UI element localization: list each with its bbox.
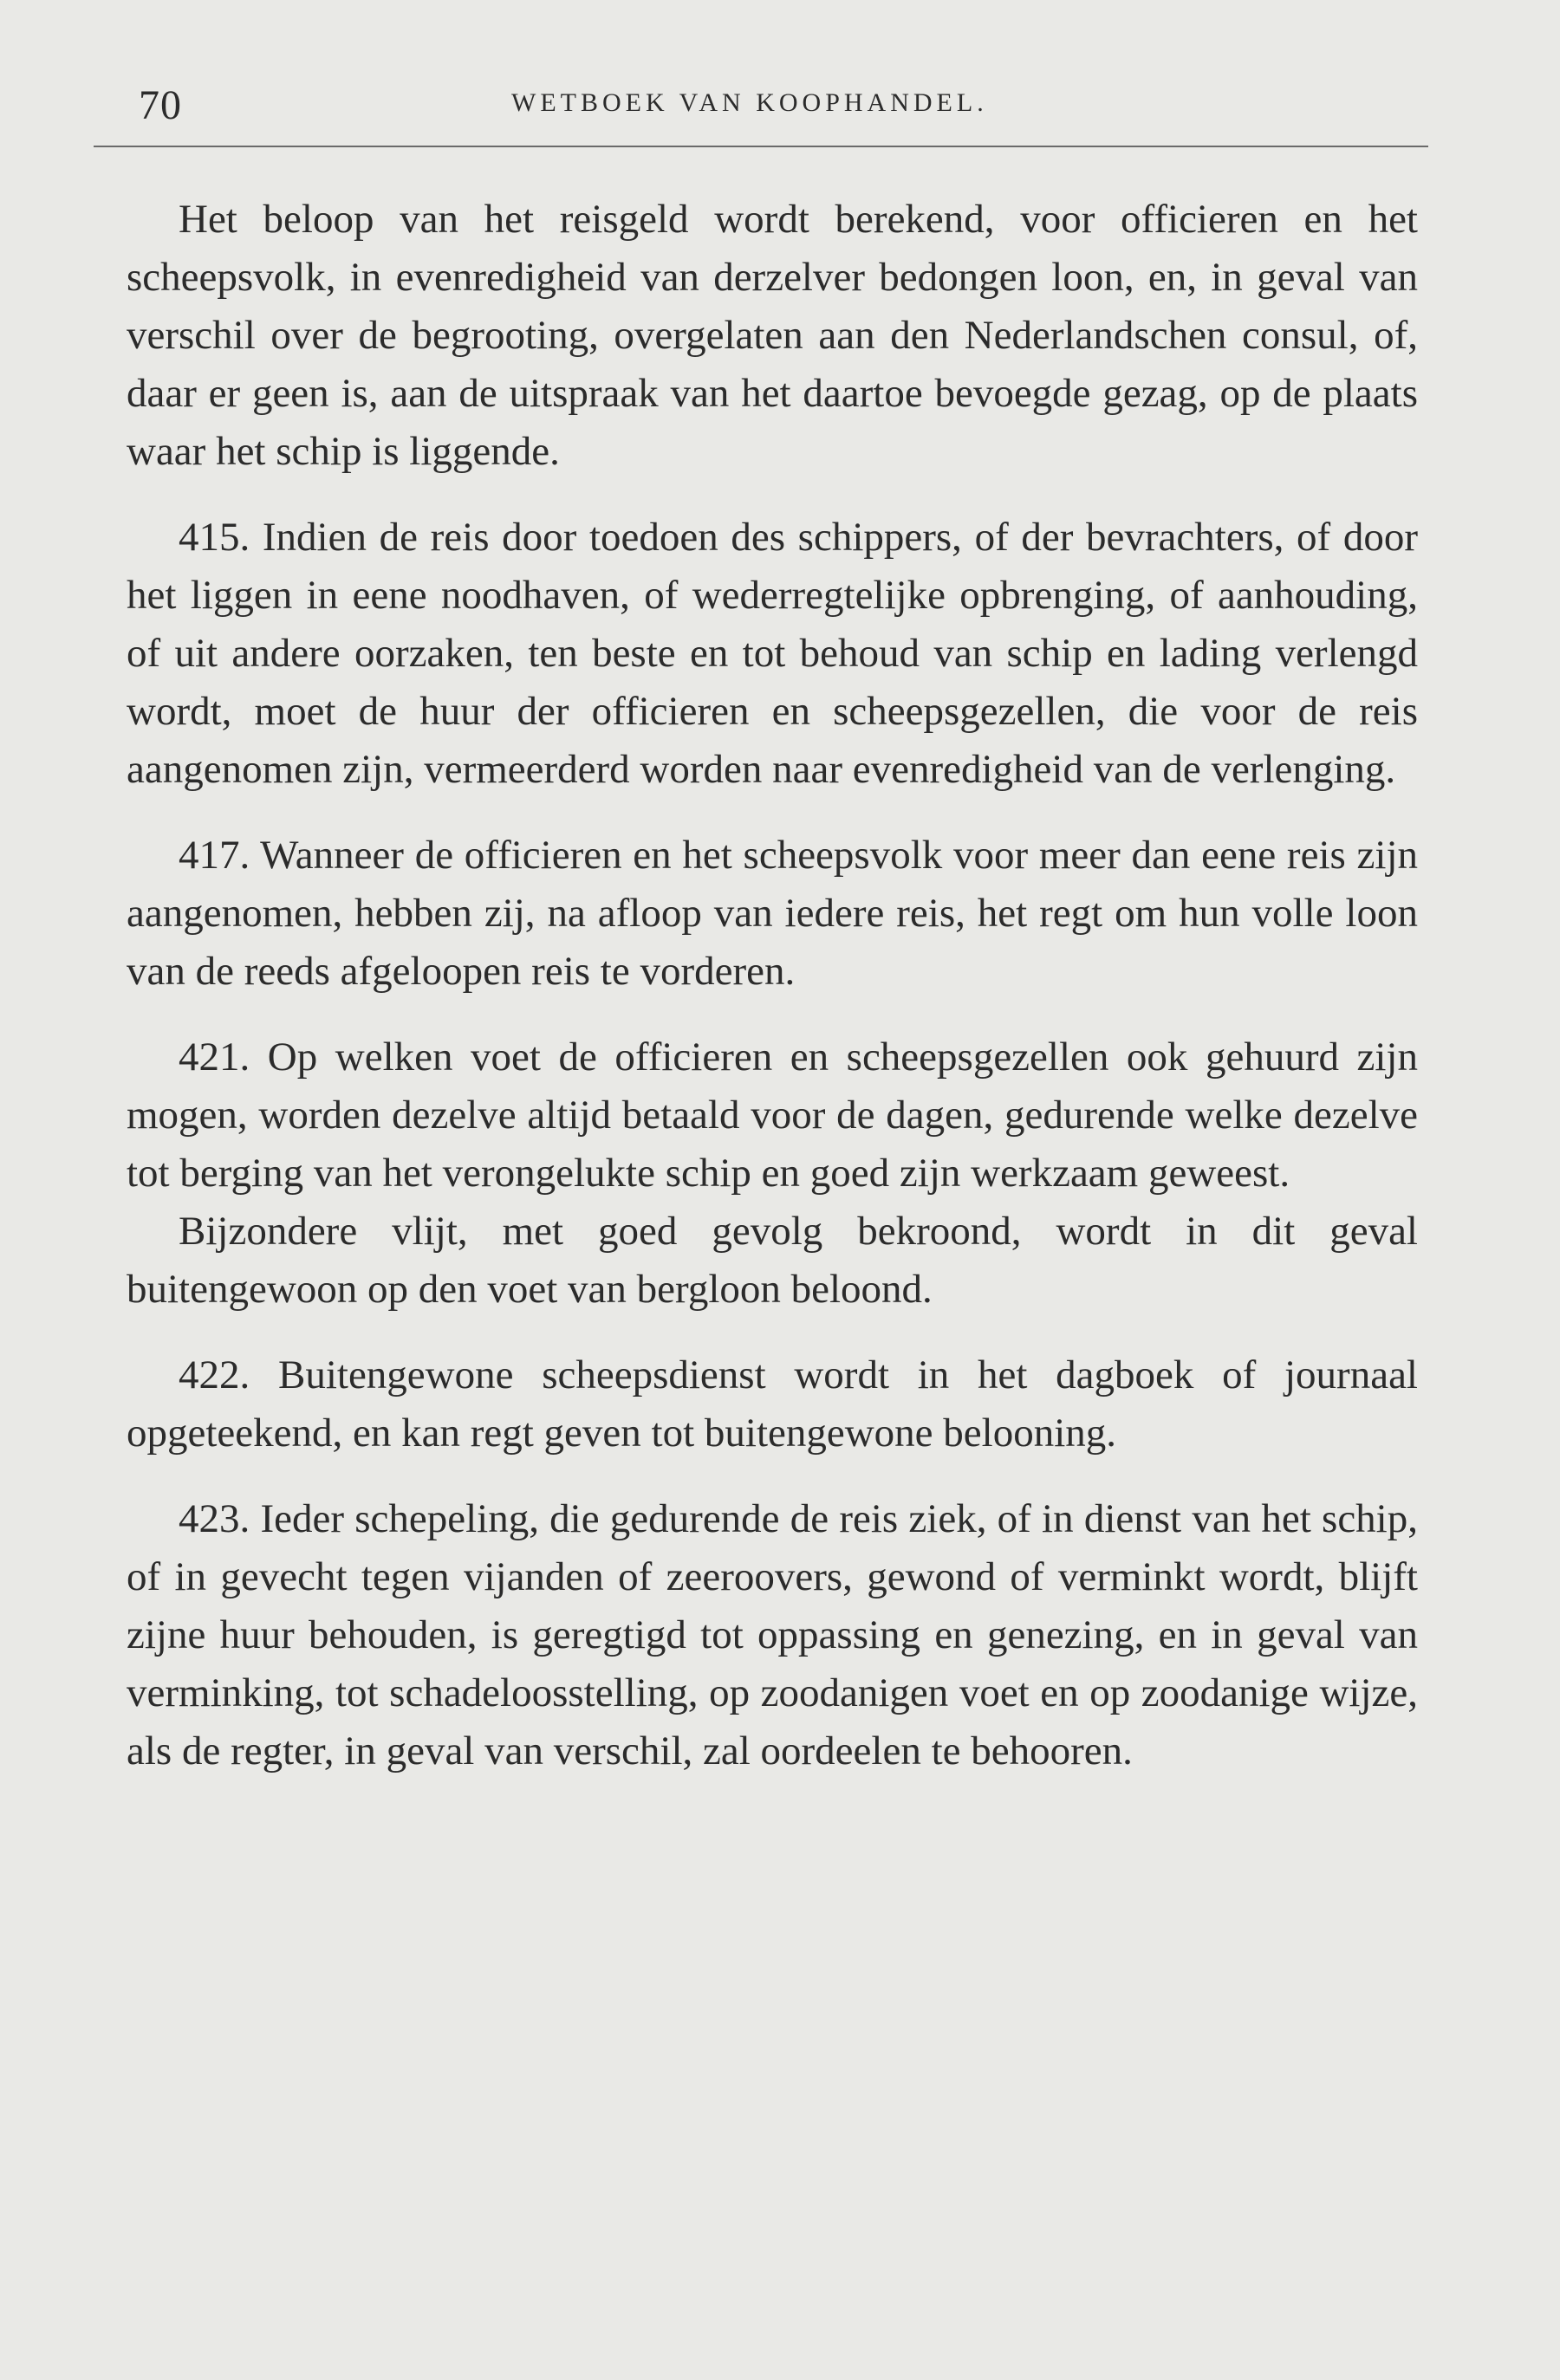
paragraph-travel-money: Het beloop van het reisgeld wordt berekend, voor officieren en het scheepsvolk, in evenredigheid van derzelver bedongen loon, en, in geval van verschil over de begrooting, overgelaten aan den Nederlandschen consul, of, daar er geen is, aan de uitspraak van het daartoe bevoegde gezag, op de plaats waar het schip is liggende. xyxy=(127,197,1418,474)
article-422: 422. Buitengewone scheepsdienst wordt in het dagboek of journaal opgeteekend, en kan regt geven tot buitengewone belooning. xyxy=(127,1352,1418,1456)
page-number: 70 xyxy=(139,82,182,128)
article-423: 423. Ieder schepeling, die gedurende de reis ziek, of in dienst van het schip, of in gevecht tegen vijanden of zeeroovers, gewond of verminkt wordt, blijft zijne huur behouden, is geregtigd tot oppassing en genezing, en in geval van verminking, tot schadeloosstelling, op zoodanigen voet en op zoodanige wijze, als de regter, in geval van verschil, zal oordeelen te behooren. xyxy=(127,1496,1418,1774)
running-title: WETBOEK VAN KOOPHANDEL. xyxy=(511,88,988,117)
page-body xyxy=(127,191,1418,1780)
article-421: 421. Op welken voet de officieren en scheepsgezellen ook gehuurd zijn mogen, worden dezelve altijd betaald voor de dagen, gedurende welke dezelve tot berging van het verongelukte schip en goed zijn werkzaam geweest. xyxy=(127,1034,1418,1196)
page-header xyxy=(130,76,1430,128)
article-421-continuation: Bijzondere vlijt, met goed gevolg bekroond, wordt in dit geval buitengewoon op den voet van bergloon beloond. xyxy=(127,1209,1418,1312)
header-rule xyxy=(94,146,1428,147)
article-415: 415. Indien de reis door toedoen des schippers, of der bevrachters, of door het liggen in eene noodhaven, of wederregtelijke opbrenging, of aanhouding, of uit andere oorzaken, ten beste en tot behoud van schip en lading verlengd wordt, moet de huur der officieren en scheepsgezellen, die voor de reis aangenomen zijn, vermeerderd worden naar evenredigheid van de verlenging. xyxy=(127,515,1418,792)
article-417: 417. Wanneer de officieren en het scheepsvolk voor meer dan eene reis zijn aangenomen, hebben zij, na afloop van iedere reis, het regt om hun volle loon van de reeds afgeloopen reis te vorderen. xyxy=(127,833,1418,994)
